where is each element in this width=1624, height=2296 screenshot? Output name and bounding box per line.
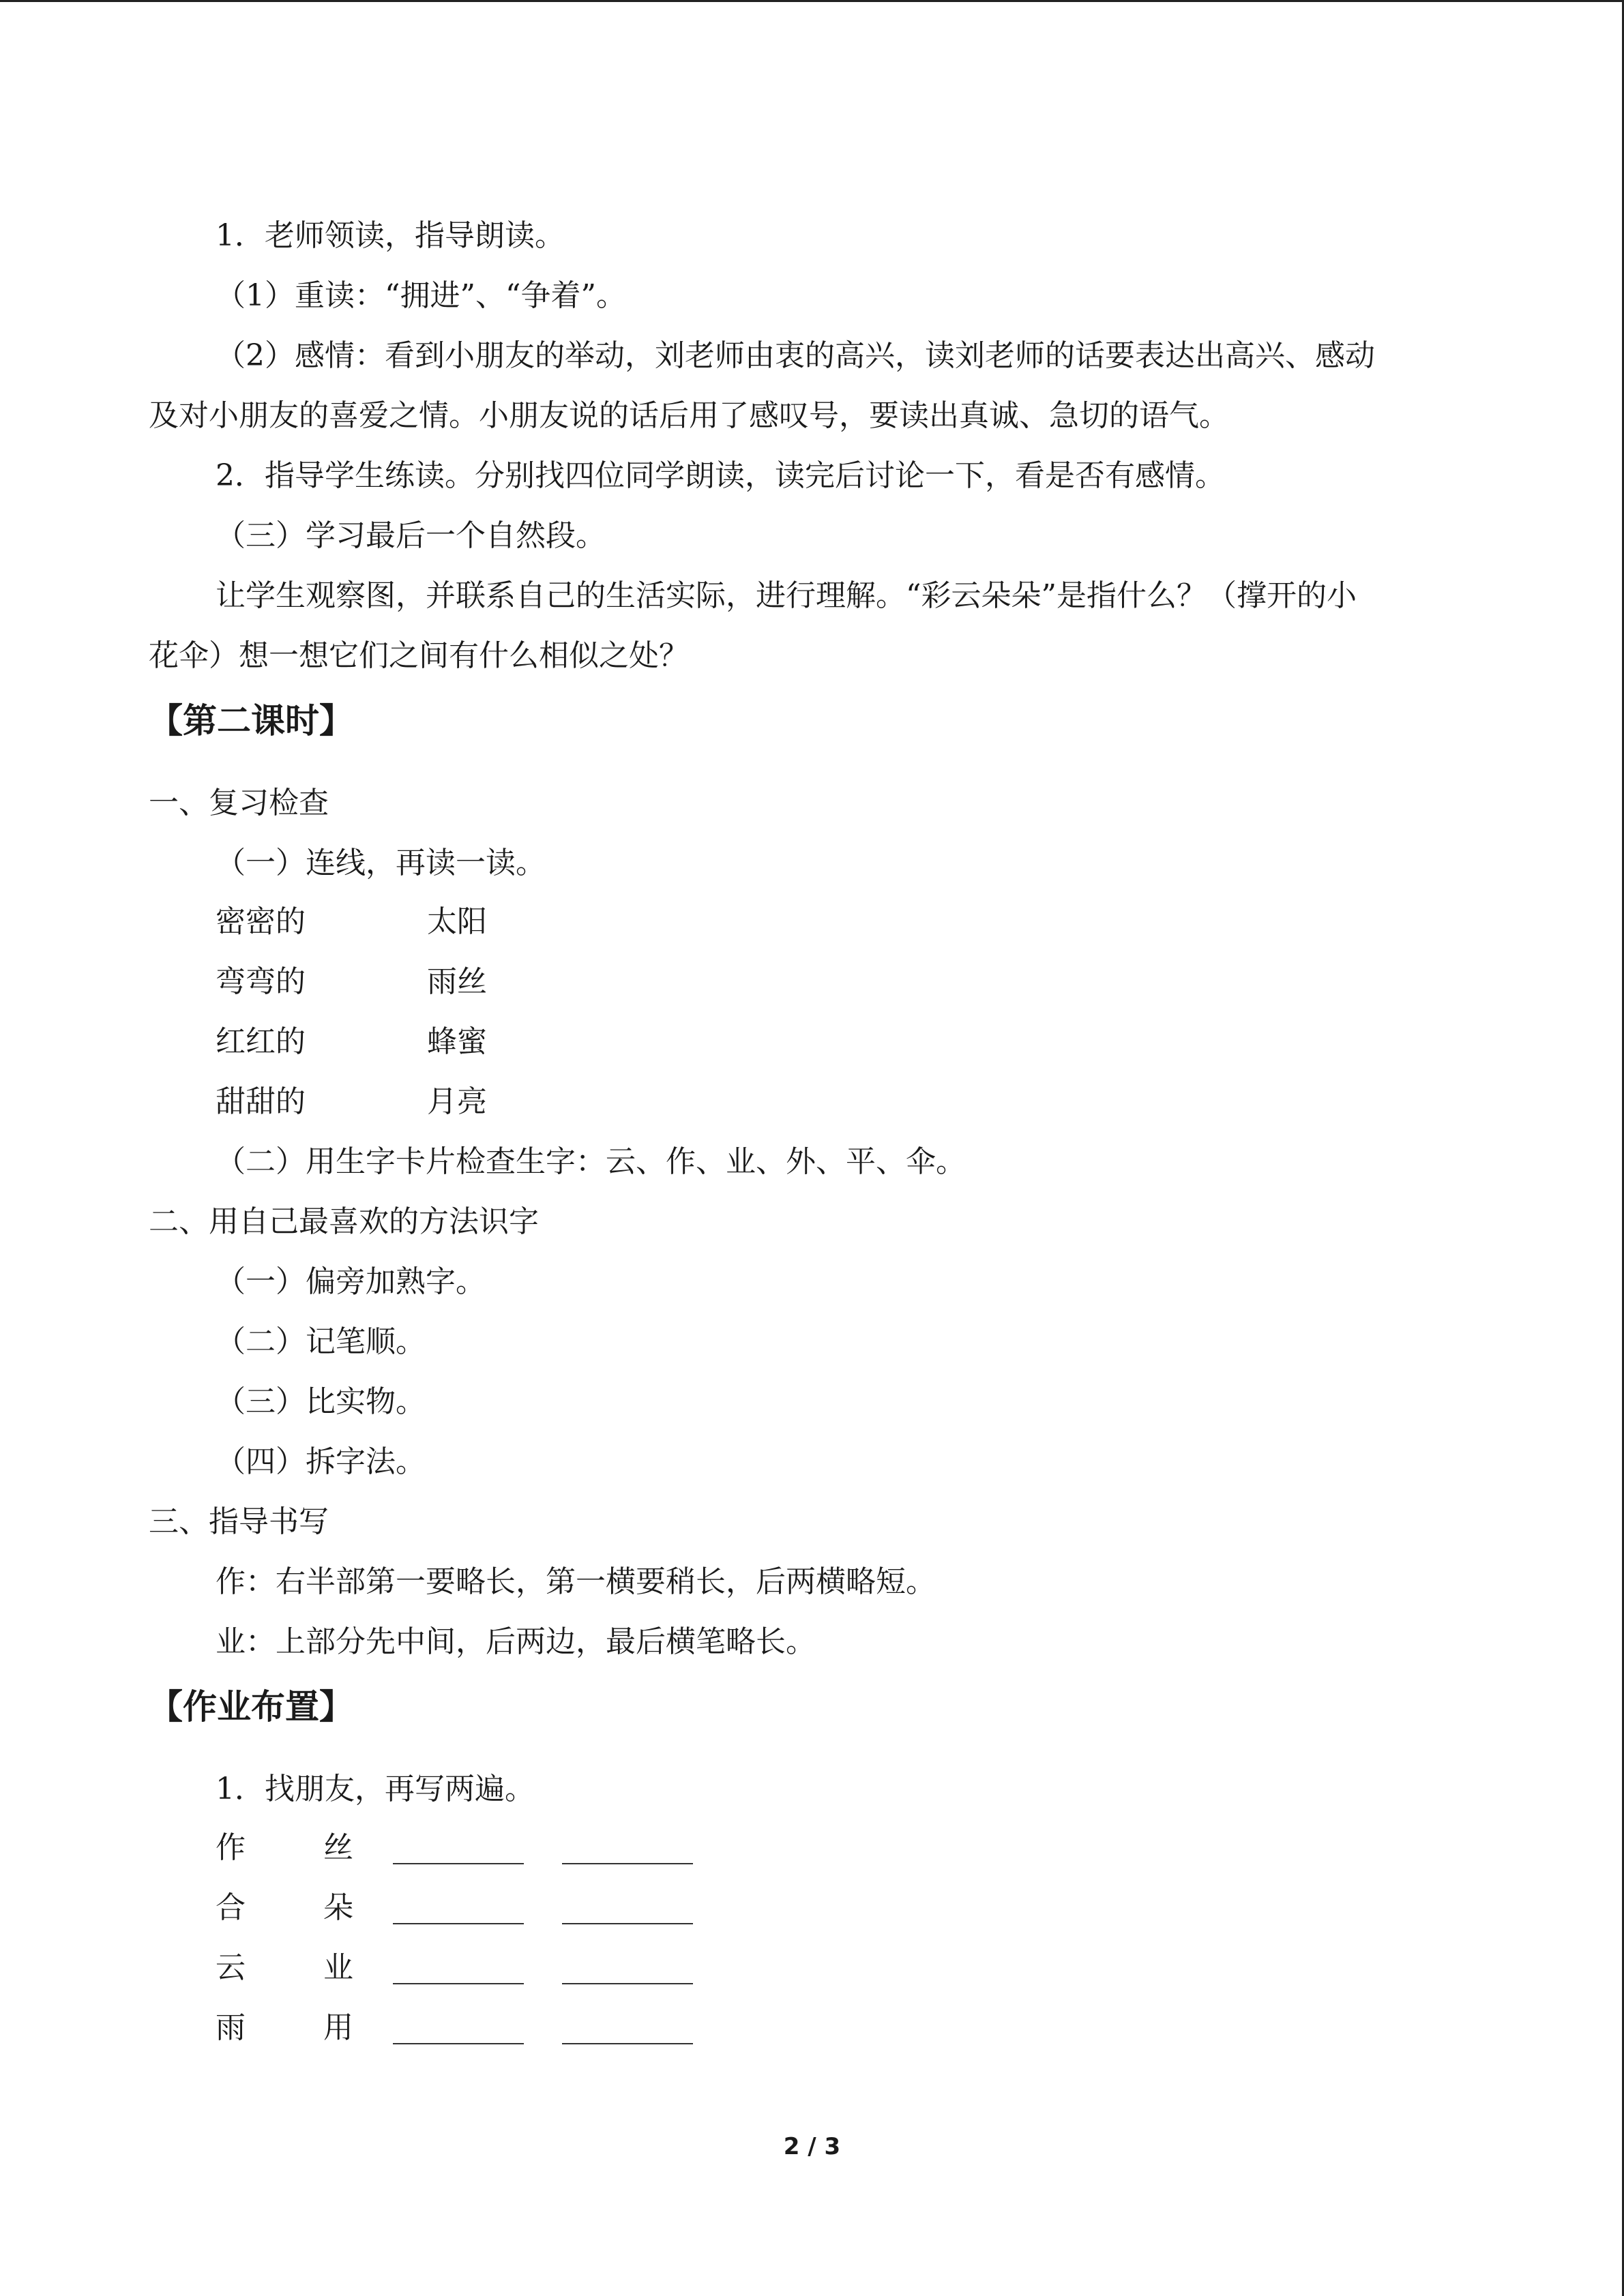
answer-blank xyxy=(393,2043,524,2044)
char-b: 用 xyxy=(323,2010,353,2045)
text-line: （三）比实物。 xyxy=(216,1384,426,1419)
top-border xyxy=(0,0,1624,2)
match-right: 太阳 xyxy=(427,904,487,939)
section-heading: 【第二课时】 xyxy=(149,701,353,741)
text-line: 作：右半部第一要略长，第一横要稍长，后两横略短。 xyxy=(216,1564,936,1599)
text-line: 业：上部分先中间，后两边，最后横笔略长。 xyxy=(216,1624,816,1659)
text-line: 2．指导学生练读。分别找四位同学朗读，读完后讨论一下，看是否有感情。 xyxy=(216,458,1225,493)
text-line: （三）学习最后一个自然段。 xyxy=(216,518,606,553)
section-title: 二、用自己最喜欢的方法识字 xyxy=(149,1204,539,1239)
section-heading: 【作业布置】 xyxy=(149,1687,353,1727)
char-b: 丝 xyxy=(323,1830,353,1865)
match-right: 月亮 xyxy=(427,1084,487,1119)
answer-blank xyxy=(562,1983,693,1984)
text-line: 花伞）想一想它们之间有什么相似之处？ xyxy=(149,638,689,673)
text-line: 及对小朋友的喜爱之情。小朋友说的话后用了感叹号，要读出真诚、急切的语气。 xyxy=(149,398,1229,433)
match-right: 蜂蜜 xyxy=(427,1024,487,1059)
text-line: （四）拆字法。 xyxy=(216,1444,426,1479)
char-a: 雨 xyxy=(216,2010,246,2045)
text-line: （二）记笔顺。 xyxy=(216,1324,426,1359)
match-left: 红红的 xyxy=(216,1024,306,1059)
answer-blank xyxy=(393,1863,524,1864)
match-right: 雨丝 xyxy=(427,964,487,999)
text-line: 1．老师领读，指导朗读。 xyxy=(216,218,565,253)
answer-blank xyxy=(562,1923,693,1924)
match-left: 弯弯的 xyxy=(216,964,306,999)
char-b: 朵 xyxy=(323,1890,353,1925)
answer-blank xyxy=(393,1923,524,1924)
match-left: 密密的 xyxy=(216,904,306,939)
answer-blank xyxy=(393,1983,524,1984)
answer-blank xyxy=(562,2043,693,2044)
text-line: 1．找朋友，再写两遍。 xyxy=(216,1772,535,1806)
answer-blank xyxy=(562,1863,693,1864)
char-a: 合 xyxy=(216,1890,246,1925)
char-b: 业 xyxy=(323,1950,353,1985)
section-title: 三、指导书写 xyxy=(149,1504,329,1539)
text-line: （一）连线，再读一读。 xyxy=(216,846,546,880)
text-line: （1）重读：“拥进”、“争着”。 xyxy=(216,278,626,313)
char-a: 云 xyxy=(216,1950,246,1985)
text-line: （2）感情：看到小朋友的举动，刘老师由衷的高兴，读刘老师的话要表达出高兴、感动 xyxy=(216,338,1375,373)
page-number: 2 / 3 xyxy=(783,2133,841,2160)
text-line: （一）偏旁加熟字。 xyxy=(216,1264,486,1299)
text-line: （二）用生字卡片检查生字：云、作、业、外、平、伞。 xyxy=(216,1144,966,1179)
match-left: 甜甜的 xyxy=(216,1084,306,1119)
char-a: 作 xyxy=(216,1830,246,1865)
section-title: 一、复习检查 xyxy=(149,786,329,820)
text-line: 让学生观察图，并联系自己的生活实际，进行理解。“彩云朵朵”是指什么？（撑开的小 xyxy=(216,578,1357,613)
